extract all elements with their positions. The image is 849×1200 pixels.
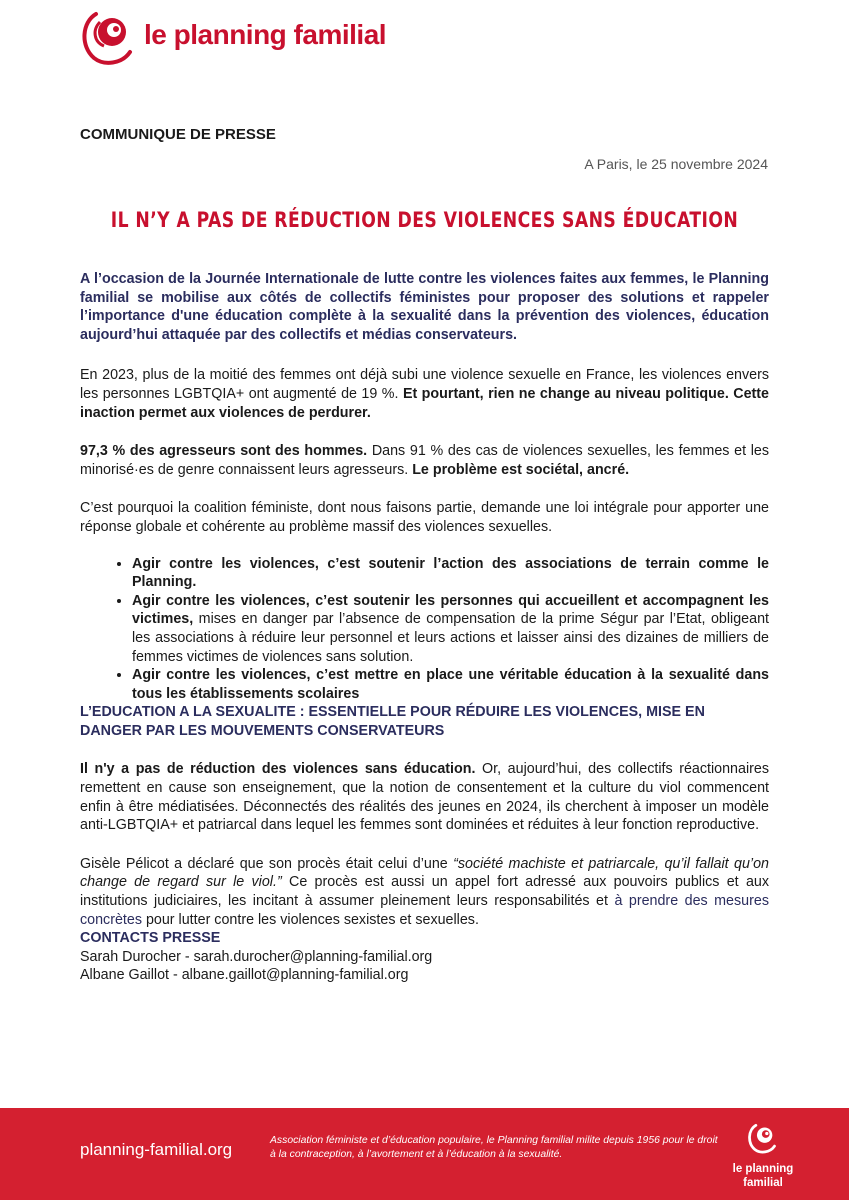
list-item [132,592,769,666]
intro-paragraph: A l’occasion de la Journée Internationale de lutte contre les violences faites aux femmes, le Planning familial se mobilise aux côtés de collectifs féministes pour proposer des solutions et rappeler l’importance d'une éducation complète à la sexualité dans la prévention des violences, éducation aujourd’hui attaquée par des collectifs et médias conservateurs. [80,271,769,343]
paragraph-aggressors [80,442,769,479]
text-span: Dans 91 % des cas de violences sexuelles, les femmes et les minorisé·es de genre connaissent leurs agresseurs. [80,443,769,478]
paragraph-pelicot [80,855,769,929]
footer-logo [728,1122,798,1189]
header-logo [78,8,386,70]
contact-email[interactable]: albane.gaillot@planning-familial.org [181,967,409,984]
list-item: • Agir contre les violences, c’est soutenir l’action des associations de terrain comme le Planning. [132,555,769,592]
contact-name: Sarah Durocher - [80,948,194,965]
contact-email[interactable]: sarah.durocher@planning-familial.org [193,948,433,965]
text-span: mises en danger par l’absence de compensation de la prime Ségur par l’Etat, obligeant les associations à réduire leur personnel et leurs actions et laisser ainsi des dizaines de milliers de femmes victimes de violences sans solution. [132,611,769,665]
planning-familial-swirl-icon [746,1122,780,1156]
paragraph-education [80,760,769,834]
list-item: • Agir contre les violences, c’est mettre en place une véritable éducation à la sexualité dans tous les établissements scolaires [132,666,769,703]
contact-line [80,966,769,985]
contacts-heading: CONTACTS PRESSE [80,930,221,947]
text-span-bold: Agir contre les violences, c’est soutenir les personnes qui accueillent et accompagnent les victimes, [132,592,769,628]
text-span: En 2023, plus de la moitié des femmes ont déjà subi une violence sexuelle en France, les violences envers les personnes LGBTQIA+ ont augmenté de 19 %. [80,367,769,402]
footer-logo-line2: familial [743,1177,783,1189]
paragraph-coalition: C’est pourquoi la coalition féministe, dont nous faisons partie, demande une loi intégrale pour apporter une réponse globale et cohérente au problème massif des violences sexuelles. [80,500,769,535]
text-span: Gisèle Pélicot a déclaré que son procès était celui d’une [80,855,454,872]
footer-description: Association féministe et d’éducation populaire, le Planning familial milite depuis 1956 pour le droit à la contraception, à l’avortement et à l’éducation à la sexualité. [270,1135,718,1160]
text-span-bold: Le problème est sociétal, ancré. [412,461,630,478]
text-span: pour lutter contre les violences sexistes et sexuelles. [141,911,479,928]
footer-website-link[interactable]: planning-familial.org [80,1140,233,1159]
page-title: IL N’Y A PAS DE RÉDUCTION DES VIOLENCES SANS ÉDUCATION [110,208,739,232]
logo-wordmark: le planning familial [144,19,387,50]
text-span-bold: Il n'y a pas de réduction des violences sans éducation. [80,761,476,778]
measures-link[interactable]: à prendre des mesures concrètes [80,893,769,928]
document-type: COMMUNIQUE DE PRESSE [80,126,276,143]
text-span-bold: Et pourtant, rien ne change au niveau politique. Cette inaction permet aux violences de perdurer. [80,385,770,421]
footer-logo-line1: le planning [732,1163,794,1175]
planning-familial-swirl-icon [78,8,140,70]
text-span-bold: 97,3 % des agresseurs sont des hommes. [80,443,368,460]
demands-list [80,555,769,704]
text-span: Or, aujourd’hui, des collectifs réactionnaires remettent en cause son enseignement, que la notion de consentement et la culture du viol commencent enfin à être médiatisées. Déconnectés des réalités des jeunes en 2024, ils cherchent à imposer un modèle anti-LGBTQIA+ et patriarcal dans lequel les femmes sont dominées et réduites à leur fonction reproductive. [80,761,769,834]
paragraph-statistics [80,366,769,422]
section-heading: L’EDUCATION A LA SEXUALITE : ESSENTIELLE POUR RÉDUIRE LES VIOLENCES, MISE EN DANGER PAR LES MOUVEMENTS CONSERVATEURS [80,704,705,739]
contact-name: Albane Gaillot - [80,967,182,984]
contact-line [80,948,769,967]
text-span: Ce procès est aussi un appel fort adressé aux pouvoirs publics et aux institutions judiciaires, les incitant à assumer pleinement leurs responsabilités et [80,874,769,910]
footer-banner [0,1108,849,1200]
quote-text: “société machiste et patriarcale, qu’il fallait qu’on change de regard sur le viol.” [80,855,769,891]
document-body [80,270,769,985]
document-date: A Paris, le 25 novembre 2024 [584,156,768,172]
